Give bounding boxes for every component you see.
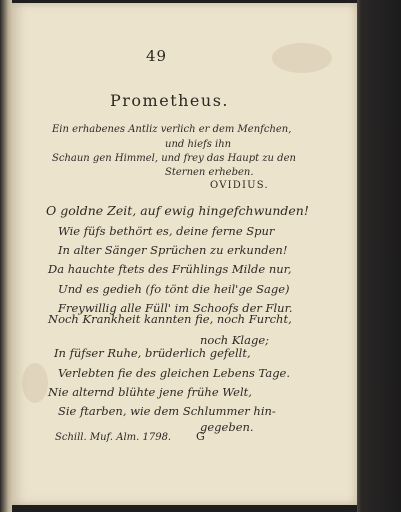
epigraph-line: Schaun gen Himmel, und frey das Haupt zu den [52,153,296,164]
epigraph-author: OVIDIUS. [210,180,269,191]
epigraph-line: und hiefs ihn [165,139,232,150]
signature-mark: G [196,430,205,443]
poem-line: In alter Sänger Sprüchen zu erkunden! [58,243,288,257]
poem-line: gegeben. [200,420,254,434]
poem-line: Noch Krankheit kannten fie, noch Furcht, [48,312,292,326]
poem-title: Prometheus. [110,91,229,110]
poem-line: O goldne Zeit, auf ewig hingefchwunden! [46,203,309,218]
poem-line: Verlebten fie des gleichen Lebens Tage. [58,366,291,380]
poem-line: Da hauchte ftets des Frühlings Milde nur, [48,262,292,276]
epigraph-line: Sternen erheben. [165,167,254,178]
poem-line: Freywillig alle Füll' im Schoofs der Flur. [58,301,293,315]
poem-line: In füfser Ruhe, brüderlich gefellt, [54,346,251,360]
poem-line: noch Klage; [200,333,269,347]
poem-line: Sie ftarben, wie dem Schlummer hin- [58,404,276,418]
book-edge [357,0,401,512]
book-gutter [0,0,12,512]
paper-stain [272,43,332,73]
page-number: 49 [146,47,168,65]
poem-line: Wie füfs bethört es, deine ferne Spur [58,224,275,238]
poem-line: Nie alternd blühte jene frühe Welt, [48,385,252,399]
paper-stain [22,363,48,403]
epigraph-line: Ein erhabenes Antliz verlich er dem Menfchen, [52,124,292,135]
source-note: Schill. Muf. Alm. 1798. [55,432,172,443]
poem-line: Und es gedieh (fo tönt die heil'ge Sage) [58,282,290,296]
